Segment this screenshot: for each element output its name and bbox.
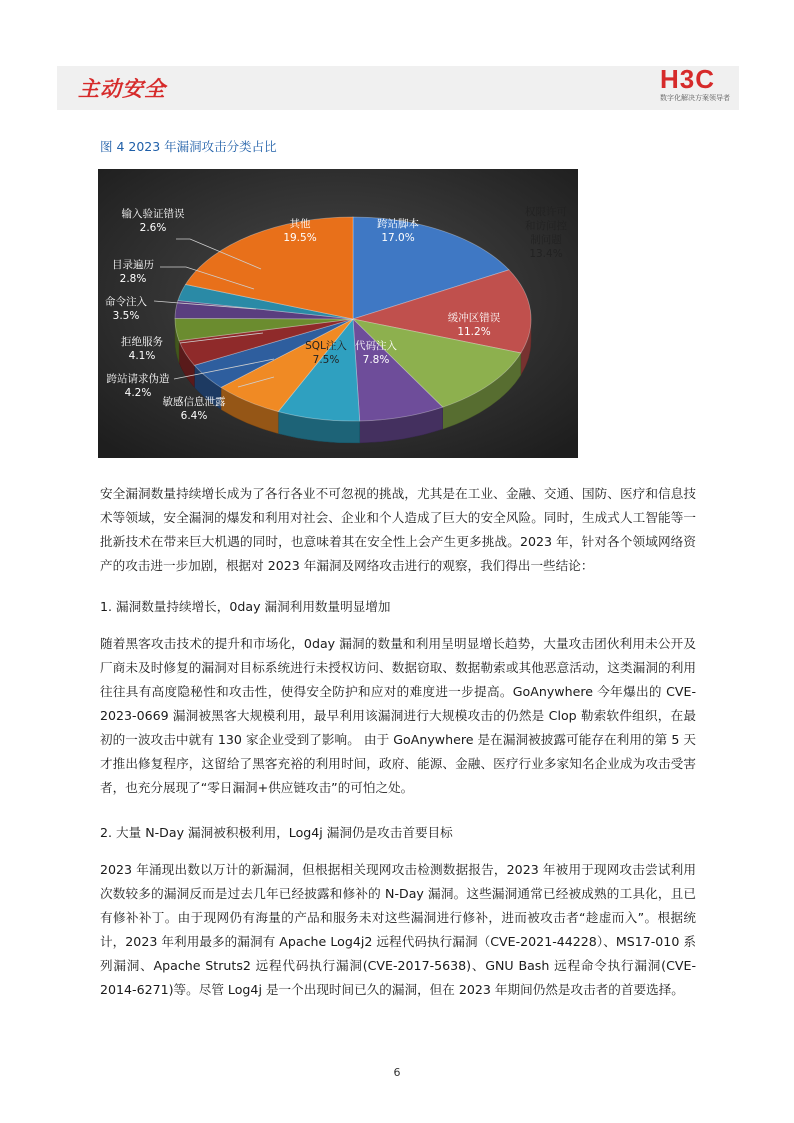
slice-label-10: 输入验证错误 2.6% <box>121 208 185 234</box>
company-logo <box>660 66 740 110</box>
slice-label-2: 缓冲区错误 11.2% <box>447 312 501 338</box>
logo-tagline: 数字化解决方案领导者 <box>660 94 730 102</box>
slice-label-5: 敏感信息泄露 6.4% <box>162 396 226 422</box>
slice-label-0: 跨站脚本 17.0% <box>377 218 419 244</box>
slice-label-1: 权限许可和访问控制问题 13.4% <box>525 206 567 260</box>
section-paragraph-2: 2023 年涌现出数以万计的新漏洞，但根据相关现网攻击检测数据报告，2023 年被用于现网攻击尝试利用次数较多的漏洞反而是过去几年已经披露和修补的 N-Day 漏洞。这些漏洞通常已经被成熟的工具化，且已有修补补丁。由于现网仍有海量的产品和服务未对这些漏洞进行修补，进而被攻击者“趁虚而入”。根据统计，2023 年利用最多的漏洞有 Apache Log4j2 远程代码执行漏洞（CVE-2021-44228）、MS17-010 系列漏洞、Apache Struts2 远程代码执行漏洞(CVE-2017-5638)、GNU Bash 远程命令执行漏洞(CVE-2014-6271)等。尽管 Log4j 是一个出现时间已久的漏洞，但在 2023 年期间仍然是攻击者的首要选择。 <box>100 862 696 997</box>
logo-mark: H3C <box>660 64 716 94</box>
slice-label-7: 拒绝服务 4.1% <box>121 336 163 362</box>
pie-chart-svg <box>98 169 578 458</box>
header-title: 主动安全 <box>78 77 166 101</box>
slice-label-4: SQL注入 7.5% <box>305 340 347 366</box>
section-heading-1: 1. 漏洞数量持续增长，0day 漏洞利用数量明显增加 <box>100 599 391 614</box>
page-number: 6 <box>393 1066 401 1079</box>
slice-label-9: 目录遍历 2.8% <box>112 259 154 285</box>
slice-label-3: 代码注入 7.8% <box>355 340 397 366</box>
section-heading-2: 2. 大量 N-Day 漏洞被积极利用，Log4j 漏洞仍是攻击首要目标 <box>100 825 453 840</box>
figure-caption: 图 4 2023 年漏洞攻击分类占比 <box>100 139 277 154</box>
pie-chart <box>98 169 578 458</box>
intro-paragraph: 安全漏洞数量持续增长成为了各行各业不可忽视的挑战，尤其是在工业、金融、交通、国防、医疗和信息技术等领域，安全漏洞的爆发和利用对社会、企业和个人造成了巨大的安全风险。同时，生成式人工智能等一批新技术在带来巨大机遇的同时，也意味着其在安全性上会产生更多挑战。2023 年，针对各个领域网络资产的攻击进一步加剧，根据对 2023 年漏洞及网络攻击进行的观察，我们得出一些结论： <box>100 486 696 573</box>
slice-label-8: 命令注入 3.5% <box>105 296 147 322</box>
slice-label-6: 跨站请求伪造 4.2% <box>106 373 170 399</box>
section-paragraph-1: 随着黑客攻击技术的提升和市场化，0day 漏洞的数量和利用呈明显增长趋势，大量攻击团伙利用未公开及厂商未及时修复的漏洞对目标系统进行未授权访问、数据窃取、数据勒索或其他恶意活动，这类漏洞的利用往往具有高度隐秘性和攻击性，使得安全防护和应对的难度进一步提高。GoAnywhere 今年爆出的 CVE-2023-0669 漏洞被黑客大规模利用，最早利用该漏洞进行大规模攻击的仍然是 Clop 勒索软件组织，在最初的一波攻击中就有 130 家企业受到了影响。 由于 GoAnywhere 是在漏洞被披露可能存在利用的第 5 天才推出修复程序，这留给了黑客充裕的利用时间，政府、能源、金融、医疗行业多家知名企业成为攻击受害者，也充分展现了“零日漏洞+供应链攻击”的可怕之处。 <box>100 636 696 795</box>
slice-label-11: 其他 19.5% <box>283 218 317 244</box>
